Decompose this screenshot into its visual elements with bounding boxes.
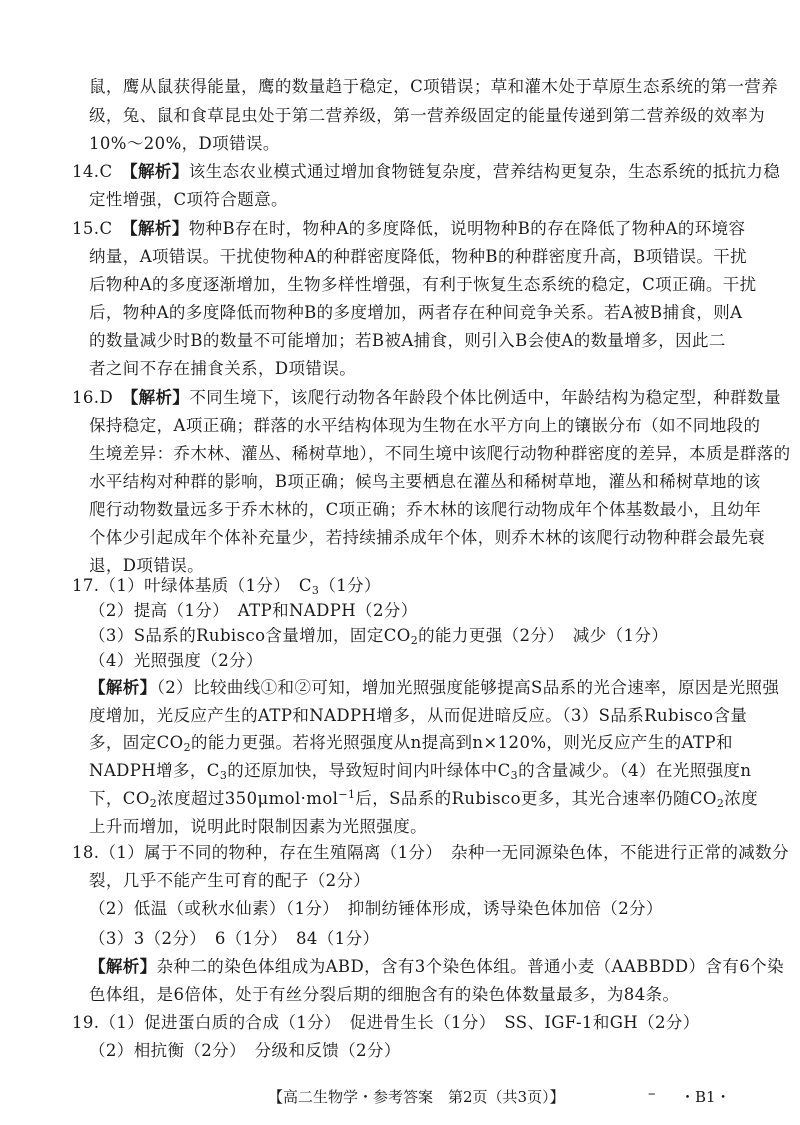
text-line xyxy=(72,161,780,183)
analysis-label: 【解析】 xyxy=(129,162,189,181)
text-run: 保持稳定，A项正确；群落的水平结构体现为生物在水平方向上的镶嵌分布（如不同地段的 xyxy=(89,416,761,435)
text-line xyxy=(89,330,726,352)
text-run: 浓度 xyxy=(724,789,759,808)
text-run: 的还原加快，导致短时间内叶绿体中C xyxy=(227,761,511,780)
text-run: 19.（1）促进蛋白质的合成（1分） 促进骨生长（1分） SS、IGF-1和GH（2分） xyxy=(72,1013,700,1032)
text-line xyxy=(89,246,747,268)
text-run: 18.（1）属于不同的物种，存在生殖隔离（1分） 杂种一无同源染色体，不能进行正常的减数分 xyxy=(72,843,789,862)
text-run: 不同生境下，该爬行动物各年龄段个体比例适中，年龄结构为稳定型，种群数量 xyxy=(189,388,781,407)
text-line xyxy=(89,471,761,493)
text-line xyxy=(72,575,381,597)
text-run: （2）相抗衡（2分） 分级和反馈（2分） xyxy=(89,1041,401,1060)
text-run: 退，D项错误。 xyxy=(89,556,205,575)
text-line xyxy=(89,133,280,155)
superscript: −1 xyxy=(338,788,356,801)
subscript: 3 xyxy=(311,584,320,597)
text-run: 的含量减少。（4）在光照强度n xyxy=(518,761,752,780)
text-line xyxy=(89,499,761,521)
text-run: 后物种A的多度逐渐增加，生物多样性增强，有利于恢复生态系统的稳定，C项正确。干扰 xyxy=(89,275,757,294)
text-run: 后，物种A的多度降低而物种B的多度增加，两者存在种间竞争关系。若A被B捕食，则A xyxy=(89,303,743,322)
text-run: 物种B存在时，物种A的多度降低，说明物种B的存在降低了物种A的环境容 xyxy=(188,219,746,238)
text-run: 下，CO xyxy=(89,789,150,808)
text-line xyxy=(89,555,204,577)
subscript: 3 xyxy=(219,769,228,782)
text-run: 定性增强，C项符合题意。 xyxy=(89,190,288,209)
text-run: 的数量减少时B的数量不可能增加；若B被A捕食，则引入B会使A的数量增多，因此二 xyxy=(89,331,726,350)
text-line xyxy=(89,625,668,647)
text-line xyxy=(89,788,758,810)
page-footer xyxy=(0,1084,800,1110)
text-run: 爬行动物数量远多于乔木林的，C项正确；乔木林的该爬行动物成年个体基数最小，且幼年 xyxy=(89,500,762,519)
text-run: 个体少引起成年个体补充量少，若持续捕杀成年个体，则乔木林的该爬行动物种群会最先衰 xyxy=(89,528,765,547)
text-line xyxy=(89,928,379,950)
text-run: 16.D xyxy=(72,388,130,407)
subscript: 3 xyxy=(510,769,519,782)
text-run: 鼠，鹰从鼠获得能量，鹰的数量趋于稳定，C项错误；草和灌木处于草原生态系统的第一营养 xyxy=(89,77,779,96)
text-run: 10%～20%，D项错误。 xyxy=(89,134,280,153)
text-run: （2）提高（1分） ATP和NADPH（2分） xyxy=(89,601,418,620)
text-run: 上升而增加，说明此时限制因素为光照强度。 xyxy=(89,817,427,836)
text-line xyxy=(89,816,427,838)
text-run: 色体组，是6倍体，处于有丝分裂后期的细胞含有的染色体数量最多，为84条。 xyxy=(89,985,680,1004)
text-line xyxy=(89,1040,401,1062)
text-line xyxy=(89,677,779,699)
text-line xyxy=(89,302,743,324)
text-run: （3）S品系的Rubisco含量增加，固定CO xyxy=(89,626,411,645)
text-run: 纳量，A项错误。干扰使物种A的种群密度降低，物种B的种群密度升高，B项错误。干扰 xyxy=(89,247,748,266)
text-line xyxy=(89,705,747,727)
text-run: 的能力更强（2分） 减少（1分） xyxy=(418,626,669,645)
footer-dash: – xyxy=(648,1084,656,1102)
footer-code: ・B1・ xyxy=(680,1088,731,1106)
text-run: （2）低温（或秋水仙素）（1分） 抑制纺锤体形成，诱导染色体加倍（2分） xyxy=(89,899,663,918)
text-run: （3）3（2分） 6（1分） 84（1分） xyxy=(89,929,380,948)
text-line xyxy=(89,105,765,127)
text-line xyxy=(89,189,288,211)
text-run: 17.（1）叶绿体基质（1分） C xyxy=(72,576,312,595)
text-line xyxy=(89,898,663,920)
text-run: 级，兔、鼠和食草昆虫处于第二营养级，第一营养级固定的能量传递到第二营养级的效率为 xyxy=(89,106,765,125)
text-run: 裂，几乎不能产生可育的配子（2分） xyxy=(89,871,371,890)
text-line xyxy=(89,358,356,380)
subscript: 2 xyxy=(183,741,191,754)
text-run: 的能力更强。若将光照强度从n提高到n×120%，则光反应产生的ATP和 xyxy=(190,733,733,752)
text-line xyxy=(89,527,765,549)
text-run: 浓度超过350μmol·mol xyxy=(157,789,339,808)
text-line xyxy=(89,443,791,465)
footer-title: 【高二生物学・参考答案 第2页（共3页）】 xyxy=(268,1088,565,1106)
analysis-label: 【解析】 xyxy=(89,957,157,976)
analysis-label: 【解析】 xyxy=(129,388,190,407)
text-run: 生境差异：乔木林、灌丛、稀树草地），不同生境中该爬行动物种群密度的差异，本质是群落的 xyxy=(89,444,791,463)
text-line xyxy=(72,842,789,864)
text-line xyxy=(89,984,679,1006)
text-run: 该生态农业模式通过增加食物链复杂度，营养结构更复杂，生态系统的抵抗力稳 xyxy=(188,162,781,181)
subscript: 2 xyxy=(410,634,419,647)
text-run: 14.C xyxy=(72,162,130,181)
text-line xyxy=(89,760,751,782)
text-line xyxy=(72,1012,700,1034)
text-run: （2）比较曲线①和②可知，增加光照强度能够提高S品系的光合速率，原因是光照强 xyxy=(156,678,780,697)
text-run: 者之间不存在捕食关系，D项错误。 xyxy=(89,359,357,378)
analysis-label: 【解析】 xyxy=(129,219,189,238)
text-run: NADPH增多，C xyxy=(89,761,220,780)
text-run: 后，S品系的Rubisco更多，其光合速率仍随CO xyxy=(355,789,717,808)
text-run: （4）光照强度（2分） xyxy=(89,651,263,670)
text-run: 15.C xyxy=(72,219,130,238)
subscript: 2 xyxy=(149,797,158,810)
text-run: 多，固定CO xyxy=(89,733,184,752)
text-line xyxy=(89,956,784,978)
text-line xyxy=(89,650,263,672)
text-line xyxy=(72,218,745,240)
text-run: 杂种二的染色体组成为ABD，含有3个染色体组。普通小麦（AABBDD）含有6个染 xyxy=(156,957,784,976)
text-line xyxy=(89,76,778,98)
text-run: （1分） xyxy=(319,576,381,595)
text-run: 水平结构对种群的影响，B项正确；候鸟主要栖息在灌丛和稀树草地，灌丛和稀树草地的该 xyxy=(89,472,761,491)
text-line xyxy=(89,415,760,437)
text-line xyxy=(89,600,418,622)
text-line xyxy=(89,732,733,754)
analysis-label: 【解析】 xyxy=(89,678,157,697)
text-line xyxy=(89,274,757,296)
text-line xyxy=(89,870,370,892)
subscript: 2 xyxy=(716,797,725,810)
text-line xyxy=(72,387,781,409)
text-run: 度增加，光反应产生的ATP和NADPH增多，从而促进暗反应。（3）S品系Rubisco含量 xyxy=(89,706,748,725)
